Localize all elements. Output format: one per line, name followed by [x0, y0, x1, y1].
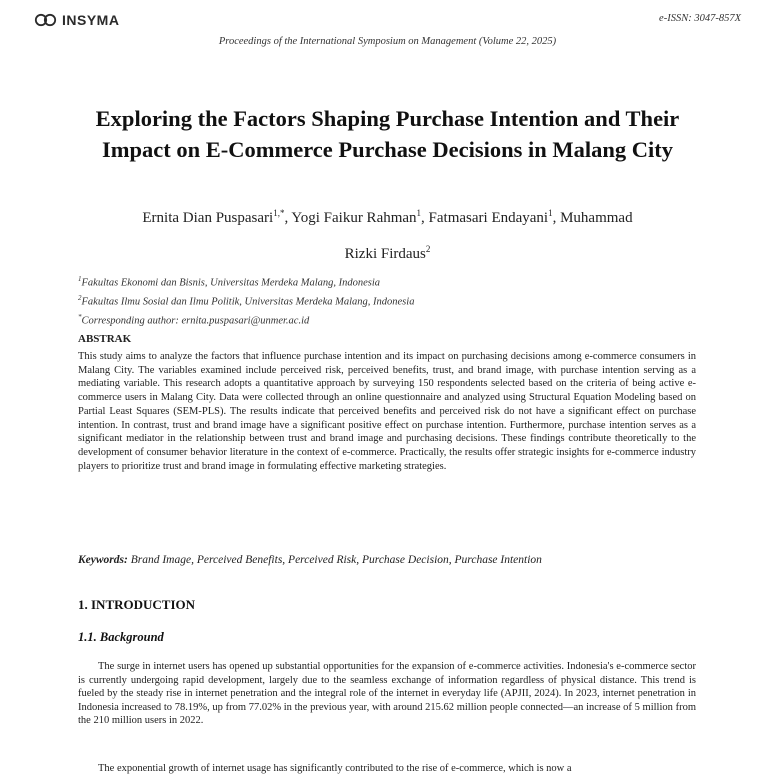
issn: e-ISSN: 3047-857X [659, 13, 741, 24]
author-name: , Yogi Faikur Rahman [284, 210, 417, 226]
affiliations [78, 272, 715, 329]
keywords-list: Brand Image, Perceived Benefits, Perceived Risk, Purchase Decision, Purchase Intention [127, 554, 542, 566]
logo-text: INSYMA [62, 12, 120, 28]
keywords [78, 554, 715, 566]
proceedings-line: Proceedings of the International Symposium on Management (Volume 22, 2025) [218, 36, 557, 47]
author-sup: 1,* [273, 208, 285, 218]
author-list [60, 198, 715, 270]
section-heading: 1. INTRODUCTION [78, 597, 196, 612]
abstract-heading: ABSTRAK [78, 333, 132, 345]
abstract-text: This study aims to analyze the factors that influence purchase intention and its impact on purchasing decisions among e-commerce consumers in Malang City. The variables examined include perceived risk, perceived benefits, trust, and brand image, with purchase intention serving as a mediating variable. This research adopts a quantitative approach by surveying 150 respondents selected based on the criteria of being active e-commerce users in Malang City. Data were collected through an online questionnaire and analyzed using Structural Equation Modeling based on Partial Least Squares (SEM-PLS). The results indicate that perceived benefits and perceived risk do not have a significant effect on purchase intention. In contrast, trust and brand image have a significant positive effect on purchase intention. Furthermore, purchase intention serves as a significant mediator in the relationship between trust and brand image and purchasing decisions. These findings contribute theoretically to the development of consumer behavior literature in the context of e-commerce. Practically, the results offer strategic insights for e-commerce industry players to prioritize trust and brand image in formulating effective marketing strategies. [78, 351, 696, 472]
author-name: , Muhammad [552, 210, 633, 226]
author-name: Ernita Dian Puspasari [142, 210, 274, 226]
author-sup: 1 [416, 208, 422, 218]
corresponding-author: *Corresponding author: ernita.puspasari@unmer.ac.id [78, 313, 310, 327]
subsection-heading: 1.1. Background [78, 630, 164, 644]
paper-title: Exploring the Factors Shaping Purchase Intention and Their Impact on E-Commerce Purchase Decisions in Malang City [95, 106, 680, 162]
keywords-label: Keywords: [78, 554, 128, 566]
author-name: Rizki Firdaus [344, 246, 426, 262]
body-paragraph: The surge in internet users has opened up substantial opportunities for the expansion of e-commerce activities. Indonesia's e-commerce sector is currently undergoing rapid development, largely due to the seamless exchange of information regardless of physical distance. This trend is fueled by the steady rise in internet penetration and the integral role of the internet in everyday life (APJII, 2024). In 2023, internet penetration in Indonesia increased to 78.19%, up from 77.02% in the previous year, with around 215.62 million people connected—an increase of 5 million from the 210 million users in 2022. [78, 661, 696, 727]
body-paragraph: The exponential growth of internet usage has significantly contributed to the rise of e-commerce, which is now a [98, 763, 572, 774]
insyma-logo [34, 12, 119, 28]
author-sup: 2 [425, 244, 431, 254]
logo-rings-icon [34, 13, 60, 27]
author-name: , Fatmasari Endayani [421, 210, 549, 226]
affiliation-line: $^2$Fakultas Ilmu Sosial dan Ilmu Politik, Universitas Merdeka Malang, Indonesia [78, 294, 415, 308]
author-sup: 1 [548, 208, 553, 218]
affiliation-line: $^1$Fakultas Ekonomi dan Bisnis, Universitas Merdeka Malang, Indonesia [78, 275, 381, 289]
